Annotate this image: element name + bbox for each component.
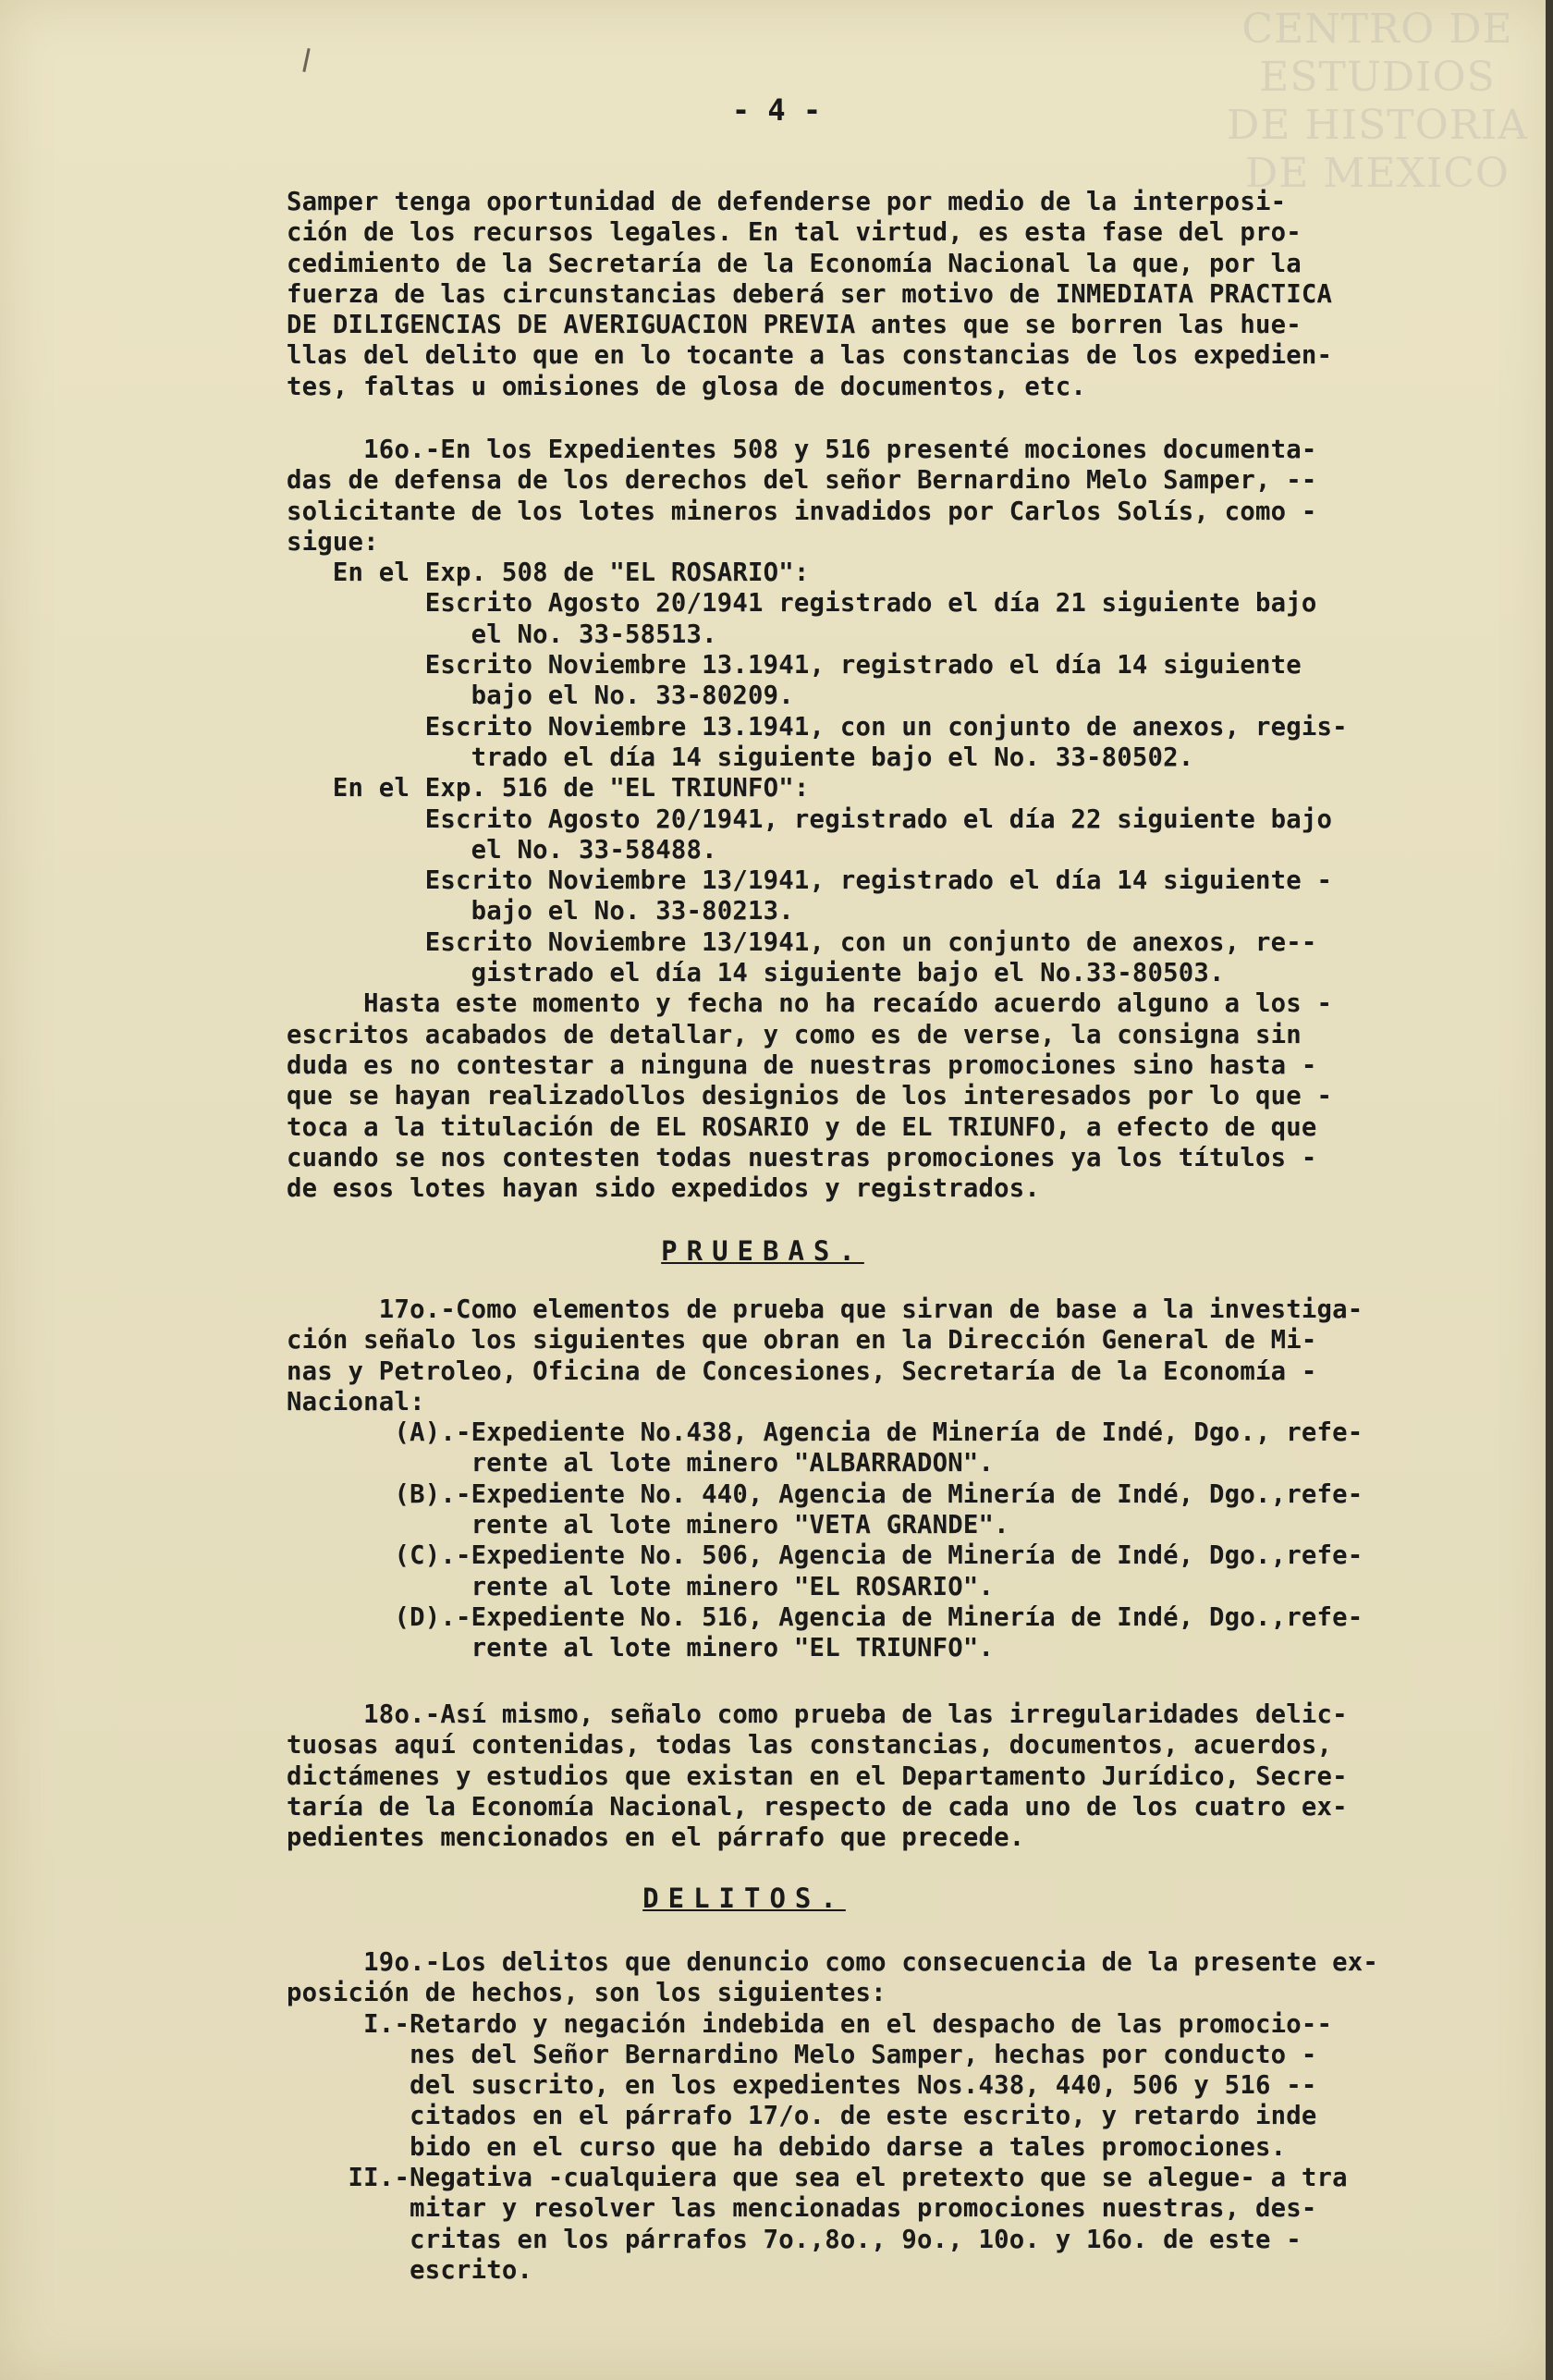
pencil-mark (302, 48, 310, 72)
paragraph-19: 19o.-Los delitos que denuncio como consecuencia de la presente ex- posición de hechos, son los siguientes: I.-Retardo y negación indebida en el despacho de las promocio-- nes del Señor Bernardino Melo Samper, hechas por conducto - del suscrito, en los expedientes Nos.438, 440, 506 y 516 -- citados en el párrafo 17/o. de este escrito, y retardo inde bido en el curso que ha debido darse a tales promociones. II.-Negativa -cualquiera que sea el pretexto que se alegue- a tra mitar y resolver las mencionadas promociones nuestras, des- critas en los párrafos 7o.,8o., 9o., 10o. y 16o. de este - escrito. (287, 1948, 1379, 2285)
watermark-line: CENTRO DE (1241, 6, 1513, 53)
paragraph-continuation: Samper tenga oportunidad de defenderse por medio de la interposi- ción de los recursos legales. En tal virtud, es esta fase del pro- cedimiento de la Secretaría de la Economía Nacional la que, por la fuerza de las circunstancias deberá ser motivo de INMEDIATA PRACTICA DE DILIGENCIAS DE AVERIGUACION PREVIA antes que se borren las hue- llas del delito que en lo tocante a las constancias de los expedien- tes, faltas u omisiones de glosa de documentos, etc. (287, 188, 1333, 401)
paragraph-18: 18o.-Así mismo, señalo como prueba de las irregularidades delic- tuosas aquí contenidas, todas las constancias, documentos, acuerdos, dictámenes y estudios que existan en el Departamento Jurídico, Secre- taría de la Economía Nacional, respecto de cada uno de los cuatro ex- pedientes mencionados en el párrafo que precede. (287, 1700, 1348, 1853)
watermark-line: ESTUDIOS (1259, 54, 1496, 101)
heading-pruebas: PRUEBAS. (661, 1235, 864, 1267)
paragraph-17: 17o.-Como elementos de prueba que sirvan de base a la investiga- ción señalo los siguientes que obran en la Dirección General de Mi- nas y Petroleo, Oficina de Concesiones, Secretaría de la Economía - Nacional: (A).-Expediente No.438, Agencia de Minería de Indé, Dgo., refe- rente al lote minero "ALBARRADON". (B).-Expediente No. 440, Agencia de Minería de Indé, Dgo.,refe- rente al lote minero "VETA GRANDE". (C).-Expediente No. 506, Agencia de Minería de Indé, Dgo.,refe- rente al lote minero "EL ROSARIO". (D).-Expediente No. 516, Agencia de Minería de Indé, Dgo.,refe- rente al lote minero "EL TRIUNFO". (287, 1295, 1363, 1663)
scan-edge (1546, 0, 1553, 2380)
heading-delitos: DELITOS. (642, 1883, 846, 1914)
page-number: - 4 - (731, 92, 822, 128)
paragraph-16: 16o.-En los Expedientes 508 y 516 presenté mociones documenta- das de defensa de los derechos del señor Bernardino Melo Samper, -- solicitante de los lotes mineros invadidos por Carlos Solís, como - sigue: En el Exp. 508 de "EL ROSARIO": Escrito Agosto 20/1941 registrado el día 21 siguiente bajo el No. 33-58513. Escrito Noviembre 13.1941, registrado el día 14 siguiente bajo el No. 33-80209. Escrito Noviembre 13.1941, con un conjunto de anexos, regis- trado el día 14 siguiente bajo el No. 33-80502. En el Exp. 516 de "EL TRIUNFO": Escrito Agosto 20/1941, registrado el día 22 siguiente bajo el No. 33-58488. Escrito Noviembre 13/1941, registrado el día 14 siguiente - bajo el No. 33-80213. Escrito Noviembre 13/1941, con un conjunto de anexos, re-- gistrado el día 14 siguiente bajo el No.33-80503. Hasta este momento y fecha no ha recaído acuerdo alguno a los - escritos acabados de detallar, y como es de verse, la consigna sin duda es no contestar a ninguna de nuestras promociones sino hasta - que se hayan realizadollos designios de los interesados por lo que - toca a la titulación de EL ROSARIO y de EL TRIUNFO, a efecto de que cuando se nos contesten todas nuestras promociones ya los títulos - de esos lotes hayan sido expedidos y registrados. (287, 436, 1348, 1204)
watermark-line: DE MEXICO (1245, 150, 1510, 197)
watermark-line: DE HISTORIA (1227, 102, 1528, 149)
